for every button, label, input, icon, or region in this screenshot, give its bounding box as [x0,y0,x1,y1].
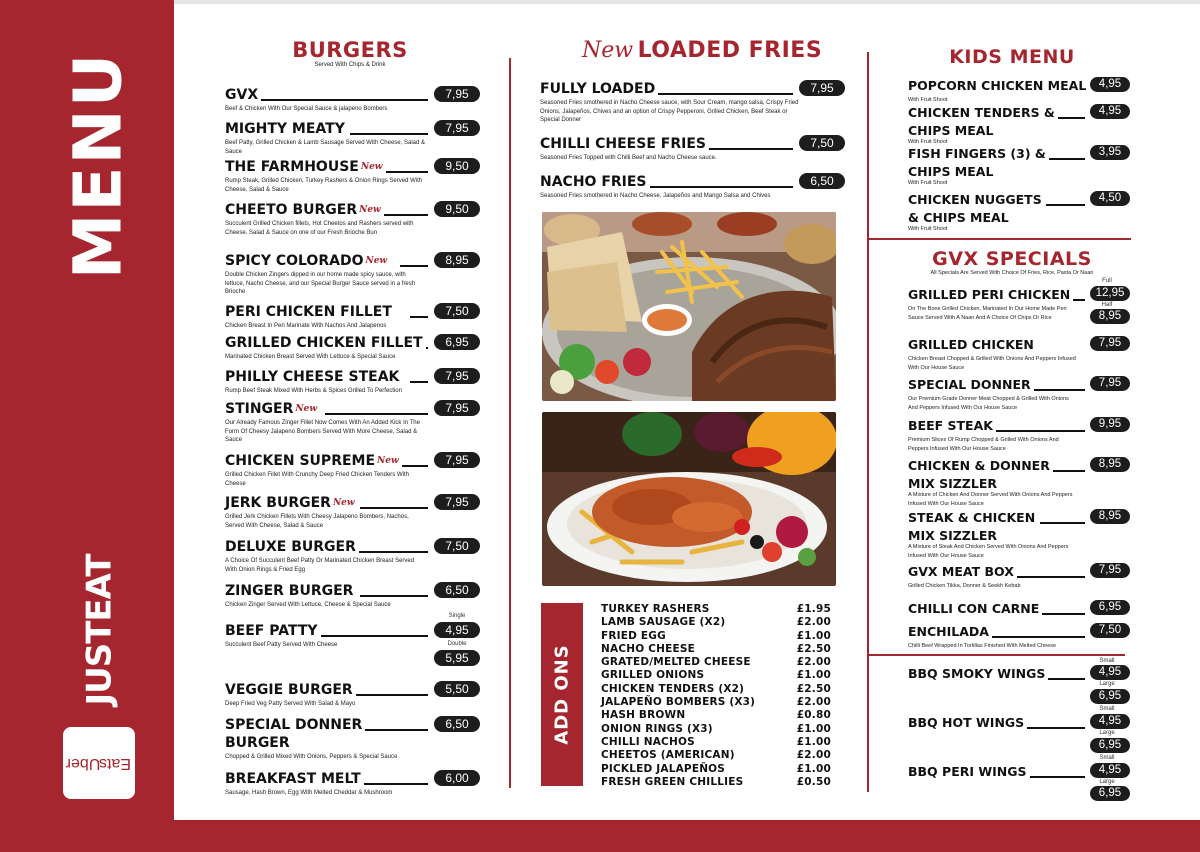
item-name: MIGHTY MEATY [225,121,348,137]
item-name [225,401,320,417]
menu-item [225,494,480,530]
item-description: Grilled Jerk Chicken Fillets With Cheesy Jalapeno Bombers, Nachos, Served With Cheese, Salad & Sauce [225,514,409,529]
ubereats-word-2: Eats [99,755,132,772]
menu-item [225,120,480,156]
item-description: Rump Beef Steak Mixed With Herbs & Spices Grilled To Perfection [225,388,402,394]
menu-item [908,376,1130,412]
addon-price: £2.00 [796,656,831,669]
addon-name: FRESH GREEN CHILLIES [601,775,744,788]
divider-specials-wings [867,654,1125,656]
ubereats-logo-text [65,733,132,793]
price-badge: 4,95 [1090,763,1130,778]
new-tag: New [332,498,355,508]
addon-item [601,736,831,749]
item-description: A Choice Of Succulent Beef Patty Or Marinated Chicken Breast Served With Onion Rings & Fried Egg [225,558,415,573]
addon-item [601,616,831,629]
item-description: Beef & Chicken With Our Special Sauce & jalapeno Bombers [225,106,388,112]
menu-item [225,86,480,114]
price-badge: 6,95 [1090,738,1130,753]
item-description: Premium Slices Of Rump Chopped & Grilled With Onions And Peppers Infused With Our House Sauce [908,437,1059,452]
addon-item [601,630,831,643]
item-description: With Fruit Shoot [908,180,948,186]
new-tag: New [359,205,381,215]
new-tag: New [377,456,399,466]
item-description: Chilli Beef Wrapped In Tortillas Finished With Melted Cheese [908,643,1057,649]
item-name: BREAKFAST MELT [225,771,364,787]
item-name: GRILLED CHICKEN [908,337,1037,352]
price-badge: 4,95 [1090,714,1130,729]
addon-price: £1.00 [796,669,831,682]
size-label: Single [448,613,466,619]
item-name: DELUXE BURGER [225,539,359,555]
item-description: With Fruit Shoot [908,226,948,232]
item-name-text: THE FARMHOUSE [225,159,359,175]
new-tag: New [295,404,318,414]
item-name: FISH FINGERS (3) & [908,146,1049,161]
size-label: Large [1099,779,1115,785]
burgers-header [225,38,475,68]
item-description: Our Already Famous Zinger Fillet Now Comes With An Added Kick In The Form Of Cheesy Jalapeno Bombers Served With More Cheese, Salad & Sauce [225,420,420,443]
price-badge: 6,95 [1090,600,1130,615]
bottom-bar [0,820,1200,852]
addon-price: £1.00 [796,722,831,735]
price-badge: 7,95 [799,80,845,96]
addon-name: LAMB SAUSAGE (X2) [601,616,726,629]
item-description: With Fruit Shoot [908,139,948,145]
item-name: PERI CHICKEN FILLET [225,304,395,320]
item-name: CHILLI CHEESE FRIES [540,136,709,152]
addon-price: £1.00 [796,629,831,642]
item-name: VEGGIE BURGER [225,682,356,698]
menu-item [225,716,480,762]
price-badge: 7,50 [799,135,845,151]
item-name: ENCHILADA [908,624,992,639]
addon-name: GRATED/MELTED CHEESE [601,656,751,669]
size-label: Half [1101,302,1113,308]
addon-item [601,763,831,776]
fries-header [582,38,842,63]
addon-name: HASH BROWN [601,709,686,722]
item-name [225,253,390,269]
addon-name: NACHO CHEESE [601,642,695,655]
item-description: Seasoned Fries smothered in Nacho Cheese sauce, with Sour Cream, mango salsa, Crispy Fried Onions, Jalapeños, Chives and an option of Crispy Pepperoni, Grilled Chicken, Beef Steak or Special Donner [540,100,799,123]
addon-item [601,656,831,669]
price-badge: 5,50 [434,681,480,697]
addon-item [601,683,831,696]
item-description: Succulent Beef Patty Served With Cheese [225,642,338,648]
addon-item [601,696,831,709]
menu-item [540,135,845,163]
item-description: Marinated Chicken Breast Served With Lettuce & Special Sauce [225,354,396,360]
price-badge: 7,95 [434,368,480,384]
price-badge: 7,95 [434,452,480,468]
item-description: Our Premium Grade Donner Meat Chopped & Grilled With Onions And Peppers Infused With Our House Sauce [908,396,1069,411]
size-label: Small [1099,706,1115,712]
item-description: Beef Patty, Grilled Chicken & Lamb Sausage Served With Cheese, Salad & Sauce [225,140,425,155]
menu-item [225,400,480,445]
chicken-chips-photo [542,412,836,586]
price-badge: 7,95 [434,120,480,136]
menu-heading [58,51,138,279]
item-name: GRILLED PERI CHICKEN [908,287,1073,302]
price-badge: 6,95 [1090,689,1130,704]
mixed-grill-photo [542,212,836,401]
specials-header [908,248,1116,276]
size-label: Double [447,641,467,647]
menu-item [908,336,1130,372]
item-name: PHILLY CHEESE STEAK [225,369,402,385]
specials-subtitle: All Specials Are Served With Choice Of Fries, Rice, Pasta Or Naan [930,270,1094,276]
addon-item [601,723,831,736]
item-name-text: STINGER [225,401,294,417]
price-badge: 8,95 [1090,509,1130,524]
item-name: POPCORN CHICKEN MEAL [908,78,1089,93]
addon-name: CHILLI NACHOS [601,735,695,748]
price-badge: 6,95 [1090,786,1130,801]
addons-title: ADD ONS [551,644,573,745]
item-name-line2: MIX SIZZLER [908,476,1000,491]
addon-name: ONION RINGS (X3) [601,722,713,735]
price-badge: 4,95 [434,622,480,638]
menu-item [908,563,1130,591]
menu-item [225,770,480,798]
menu-item [908,77,1130,105]
item-description: Chicken Breast Chopped & Grilled With Onions And Peppers Infused With Our House Sauce [908,356,1076,371]
menu-item [908,104,1130,147]
item-name-line2: MIX SIZZLER [908,528,1000,543]
menu-item [225,538,480,574]
addon-item [601,709,831,722]
item-description: Chicken Zinger Served With Lettuce, Cheese & Special Sauce [225,602,391,608]
price-badge: 6,50 [434,582,480,598]
menu-item [225,201,480,237]
addon-name: JALAPEÑO BOMBERS (X3) [601,696,756,709]
price-badge: 7,95 [1090,563,1130,578]
price-badge: 7,95 [434,86,480,102]
price-badge: 9,50 [434,158,480,174]
divider-left [509,58,511,788]
price-badge: 9,50 [434,201,480,217]
item-description: Grilled Chicken Tikka, Donner & Seekh Kebab [908,583,1021,589]
item-name: BBQ SMOKY WINGS [908,666,1048,681]
price-badge: 6,50 [434,716,480,732]
menu-item [225,582,480,610]
menu-item [908,509,1130,560]
item-description: A Mixture of Chicken And Donner Served With Onions And Peppers Infused With Our House Sauce [908,492,1073,507]
ubereats-logo [63,727,135,799]
item-name: CHILLI CON CARNE [908,601,1042,616]
menu-item [540,80,845,125]
menu-item [225,368,480,396]
price-badge: 8,95 [1090,457,1130,472]
menu-item [908,191,1130,234]
addon-price: £1.95 [796,603,831,615]
justeat-logo [70,540,130,720]
price-badge: 6,00 [434,770,480,786]
item-description: Rump Steak, Grilled Chicken, Turkey Rashers & Onion Rings Served With Cheese, Salad & Sauce [225,178,423,193]
item-description: On The Bone Grilled Chicken, Marinated In Our Home Made Peri Sauce Served With A Naan And A Choice Of Chips Or Rice [908,306,1067,321]
specials-title: GVX SPECIALS [932,248,1092,270]
ubereats-word-1: Uber [65,755,101,772]
item-name: GRILLED CHICKEN FILLET [225,335,426,351]
addon-item [601,603,831,616]
menu-item [540,173,845,201]
price-badge: 5,95 [434,650,480,666]
size-label: Small [1099,755,1115,761]
burgers-subtitle: Served With Chips & Drink [314,62,386,68]
menu-heading-text: MENU [59,51,137,279]
item-name: BBQ PERI WINGS [908,764,1030,779]
addon-name: CHICKEN TENDERS (X2) [601,682,745,695]
menu-item [225,452,480,488]
item-description: A Mixture of Steak And Chicken Served With Onions And Peppers Infused With Our House Sauce [908,544,1069,559]
menu-item [908,145,1130,188]
item-name: BBQ HOT WINGS [908,715,1027,730]
item-name-text: CHICKEN SUPREME [225,453,376,469]
addon-name: FRIED EGG [601,629,666,642]
price-badge: 12,95 [1090,286,1130,301]
price-badge: 7,95 [1090,336,1130,351]
item-name-line2: CHIPS MEAL [908,164,996,179]
menu-item [225,158,480,194]
addon-item [601,776,831,789]
price-badge: 7,50 [1090,623,1130,638]
price-badge: 4,95 [1090,665,1130,680]
item-name: CHICKEN TENDERS & [908,105,1058,120]
item-name-text: JERK BURGER [225,495,331,511]
addons-list [601,603,831,789]
menu-item [225,334,480,362]
price-badge: 4,95 [1090,77,1130,92]
addon-price: £0.50 [796,775,831,788]
item-name: FULLY LOADED [540,81,658,97]
top-strip [174,0,1200,4]
item-name: CHICKEN NUGGETS [908,192,1045,207]
addon-item [601,669,831,682]
item-name: STEAK & CHICKEN [908,510,1038,525]
item-description: Seasoned Fries Topped with Chilli Beef and Nacho Cheese sauce. [540,155,717,161]
item-description: Chicken Breast In Peri Marinate With Nachos And Jalapenos [225,323,387,329]
item-name: BEEF PATTY [225,623,321,639]
price-badge: 7,95 [434,494,480,510]
item-name-line2: BURGER [225,735,293,751]
price-badge: 7,95 [434,400,480,416]
addons-tab [541,603,583,786]
item-name: NACHO FRIES [540,174,650,190]
size-label: Large [1099,681,1115,687]
price-badge: 3,95 [1090,145,1130,160]
item-name-line2: & CHIPS MEAL [908,210,1012,225]
new-tag: New [365,256,388,266]
addon-price: £2.00 [796,616,831,629]
addon-price: £2.00 [796,749,831,762]
new-tag: New [360,162,383,172]
item-name: GVX MEAT BOX [908,564,1017,579]
menu-item [225,252,480,297]
price-badge: 4,50 [1090,191,1130,206]
addon-price: £1.00 [796,762,831,775]
item-description: With Fruit Shoot [908,97,948,103]
item-description: Double Chicken Zingers dipped in our home made spicy sauce, with lettuce, Nacho Cheese, and our Special Burger Sauce served in a fresh Brioche [225,272,416,295]
item-description: Chopped & Grilled Mixed With Onions, Peppers & Special Sauce [225,754,398,760]
divider-right [867,52,869,792]
size-label: Full [1102,278,1112,284]
item-description: Grilled Chicken Fillet With Crunchy Deep Fried Chicken Tenders With Cheese [225,472,409,487]
item-description: Deep Fried Veg Patty Served With Salad & Mayo [225,701,356,707]
price-badge: 6,95 [434,334,480,350]
item-name [225,202,384,218]
item-name: SPECIAL DONNER [908,377,1034,392]
item-name-text: CHEETO BURGER [225,202,358,218]
addon-name: PICKLED JALAPEÑOS [601,762,726,775]
item-name: SPECIAL DONNER [225,717,365,733]
divider-kids-specials [867,238,1131,240]
addon-price: £2.50 [796,682,831,695]
justeat-logo-text: JUSTEAT [80,554,120,706]
kids-title: KIDS MENU [949,46,1075,68]
addon-price: £2.50 [796,642,831,655]
price-badge: 8,95 [434,252,480,268]
item-name [225,453,402,469]
fries-new-label: New [582,38,634,63]
menu-item [908,457,1130,508]
fries-title: LOADED FRIES [637,38,823,63]
burgers-title: BURGERS [292,38,408,62]
item-name: CHICKEN & DONNER [908,458,1053,473]
size-label: Small [1099,658,1115,664]
menu-item [225,303,480,331]
addon-name: TURKEY RASHERS [601,603,710,615]
item-description: Sausage, Hash Brown, Egg With Melted Cheddar & Mushroom [225,790,393,796]
item-name: ZINGER BURGER [225,583,356,599]
item-description: Succulent Grilled Chicken fillets, Hot Cheetos and Rashers served with Cheese, Salad & Sauce on one of our Fresh Brioche Bun [225,221,414,236]
item-description: Seasoned Fries smothered in Nacho Cheese, Jalapeños and Mango Salsa and Chives [540,193,771,199]
menu-item [225,681,480,709]
addon-name: CHEETOS (AMERICAN) [601,749,735,762]
item-name: GVX [225,87,261,103]
item-name [225,159,386,175]
item-name-text: SPICY COLORADO [225,253,364,269]
price-badge: 7,95 [1090,376,1130,391]
menu-item [908,623,1130,651]
price-badge: 7,50 [434,538,480,554]
size-label: Large [1099,730,1115,736]
menu-item [908,600,1130,618]
sidebar [0,0,174,852]
item-name: BEEF STEAK [908,418,996,433]
addon-price: £2.00 [796,696,831,709]
price-badge: 6,50 [799,173,845,189]
price-badge: 8,95 [1090,309,1130,324]
addon-name: GRILLED ONIONS [601,669,705,682]
addon-price: £0.80 [796,709,831,722]
addon-item [601,643,831,656]
price-badge: 7,50 [434,303,480,319]
price-badge: 9,95 [1090,417,1130,432]
item-name-line2: CHIPS MEAL [908,123,996,138]
item-name [225,495,358,511]
addon-price: £1.00 [796,735,831,748]
menu-item [908,417,1130,453]
price-badge: 4,95 [1090,104,1130,119]
addon-item [601,749,831,762]
